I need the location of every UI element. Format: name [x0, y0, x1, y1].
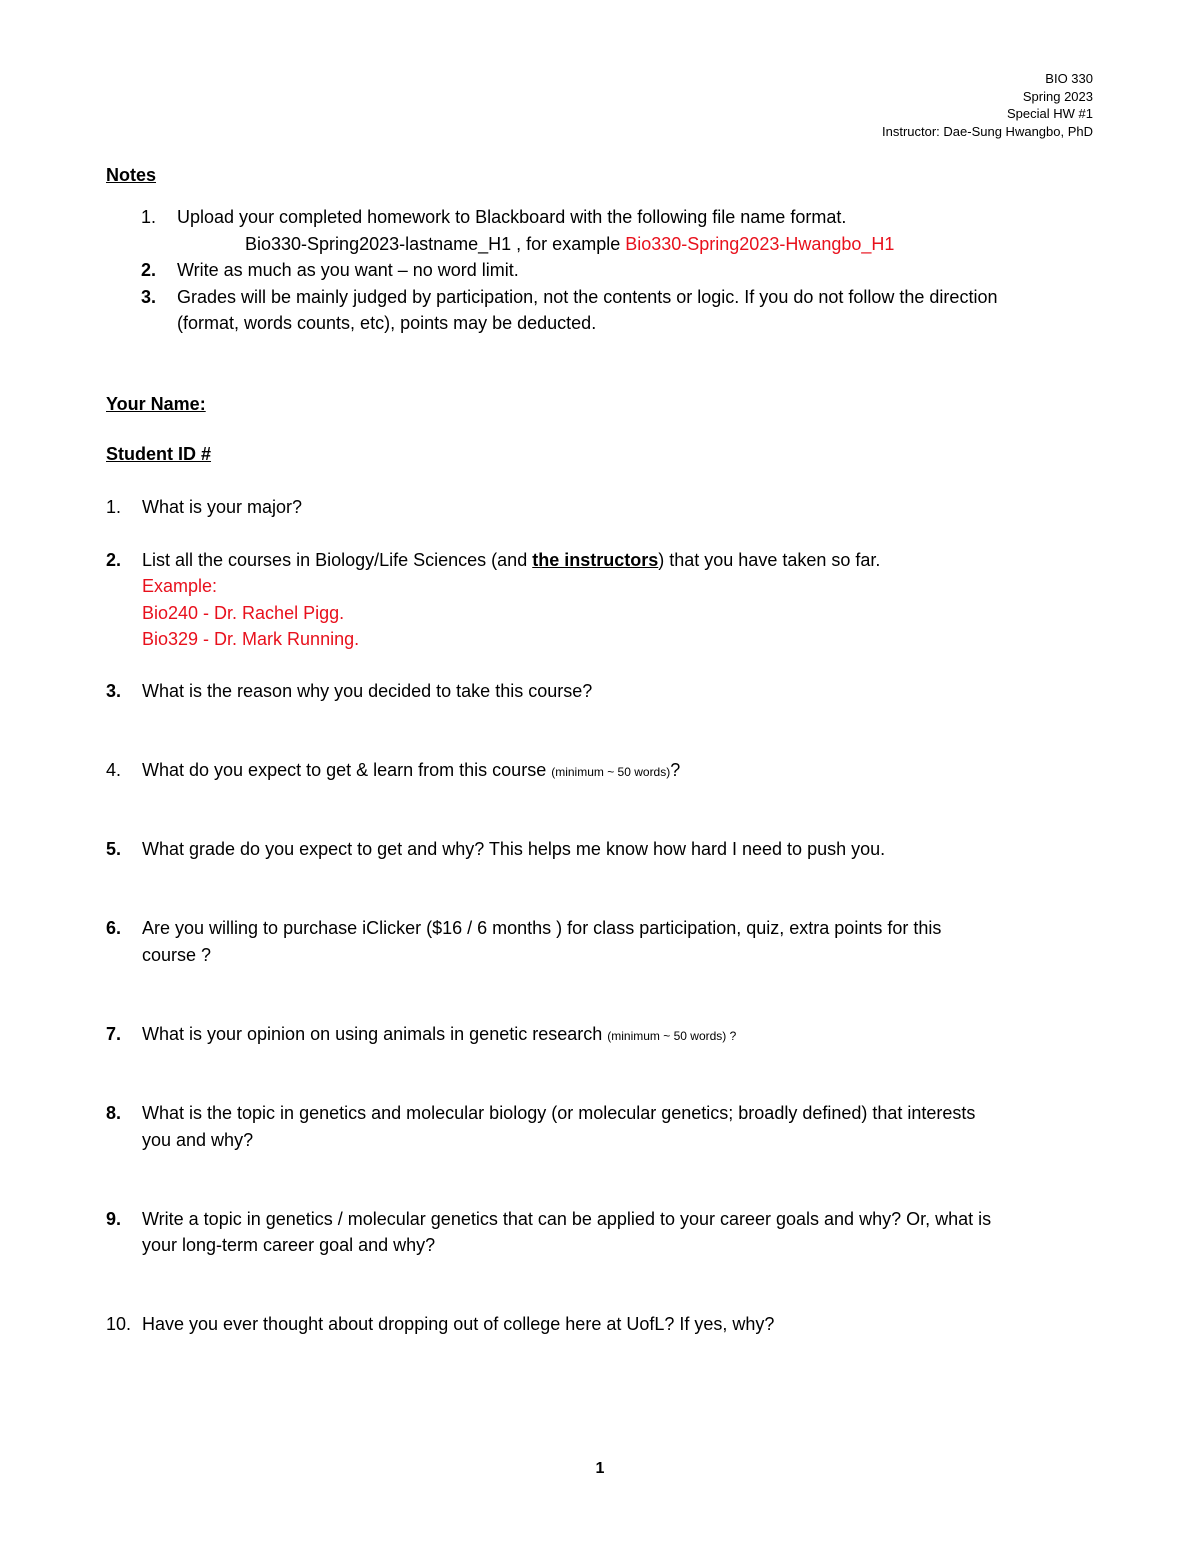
file-format-example: Bio330-Spring2023-Hwangbo_H1 — [625, 234, 895, 254]
document-header — [882, 70, 1093, 140]
page-number: 1 — [595, 1460, 605, 1477]
note-1-text: Upload your completed homework to Blackboard with the following file name format. — [177, 207, 847, 227]
question-3-number: 3. — [106, 681, 122, 701]
notes-heading: Notes — [106, 165, 157, 185]
your-name-label: Your Name: — [106, 394, 206, 414]
note-3-text-line1: Grades will be mainly judged by participation, not the contents or logic. If you do not follow the direction — [177, 287, 998, 307]
question-2-text — [142, 547, 880, 573]
example-course-1: Bio240 - Dr. Rachel Pigg. — [142, 603, 345, 623]
question-4-main: What do you expect to get & learn from this course — [142, 760, 552, 780]
note-3-number: 3. — [141, 287, 157, 307]
note-3-text-line2: (format, words counts, etc), points may be deducted. — [177, 313, 597, 333]
question-8-text-line1: What is the topic in genetics and molecular biology (or molecular genetics; broadly defined) that interests — [142, 1103, 976, 1123]
example-course-2: Bio329 - Dr. Mark Running. — [142, 629, 360, 649]
assignment-title: Special HW #1 — [1007, 106, 1093, 121]
question-7-text — [142, 1021, 736, 1049]
question-10-text: Have you ever thought about dropping out of college here at UofL? If yes, why? — [142, 1314, 775, 1334]
question-9-text-line1: Write a topic in genetics / molecular genetics that can be applied to your career goals and why? Or, what is — [142, 1209, 992, 1229]
course-code: BIO 330 — [1045, 71, 1093, 86]
question-5-number: 5. — [106, 839, 122, 859]
note-2-number: 2. — [141, 260, 157, 280]
example-label: Example: — [142, 576, 218, 596]
question-2-number: 2. — [106, 550, 122, 570]
question-6-number: 6. — [106, 918, 122, 938]
question-9-text-line2: your long-term career goal and why? — [142, 1235, 436, 1255]
file-format-line — [245, 231, 894, 257]
note-2-text: Write as much as you want – no word limit. — [177, 260, 519, 280]
instructor-name: Instructor: Dae-Sung Hwangbo, PhD — [882, 123, 1093, 139]
question-4-text — [142, 757, 680, 785]
question-4-word-count: (minimum ~ 50 words) — [551, 765, 671, 779]
question-4-mark: ? — [670, 760, 681, 780]
question-7-main: What is your opinion on using animals in genetic research — [142, 1024, 608, 1044]
question-9-number: 9. — [106, 1209, 122, 1229]
question-2-post: ) that you have taken so far. — [658, 550, 881, 570]
question-6-text-line2: course ? — [142, 945, 212, 965]
question-7-word-count: (minimum ~ 50 words) ? — [607, 1029, 737, 1043]
question-3-text: What is the reason why you decided to take this course? — [142, 681, 593, 701]
file-format-pattern: Bio330-Spring2023-lastname_H1 , for example — [245, 234, 626, 254]
question-2-emphasis: the instructors — [532, 550, 659, 570]
question-5-text: What grade do you expect to get and why? This helps me know how hard I need to push you. — [142, 839, 886, 859]
question-7-number: 7. — [106, 1024, 122, 1044]
question-1-text: What is your major? — [142, 497, 303, 517]
student-id-label: Student ID # — [106, 444, 212, 464]
question-10-number: 10. — [106, 1314, 132, 1334]
question-8-number: 8. — [106, 1103, 122, 1123]
question-6-text-line1: Are you willing to purchase iClicker ($16 / 6 months ) for class participation, quiz, extra points for this — [142, 918, 942, 938]
question-8-text-line2: you and why? — [142, 1130, 254, 1150]
question-4-number: 4. — [106, 760, 122, 780]
note-1-number: 1. — [141, 207, 157, 227]
question-2-pre: List all the courses in Biology/Life Sciences (and — [142, 550, 533, 570]
question-1-number: 1. — [106, 497, 122, 517]
term: Spring 2023 — [1022, 88, 1093, 104]
